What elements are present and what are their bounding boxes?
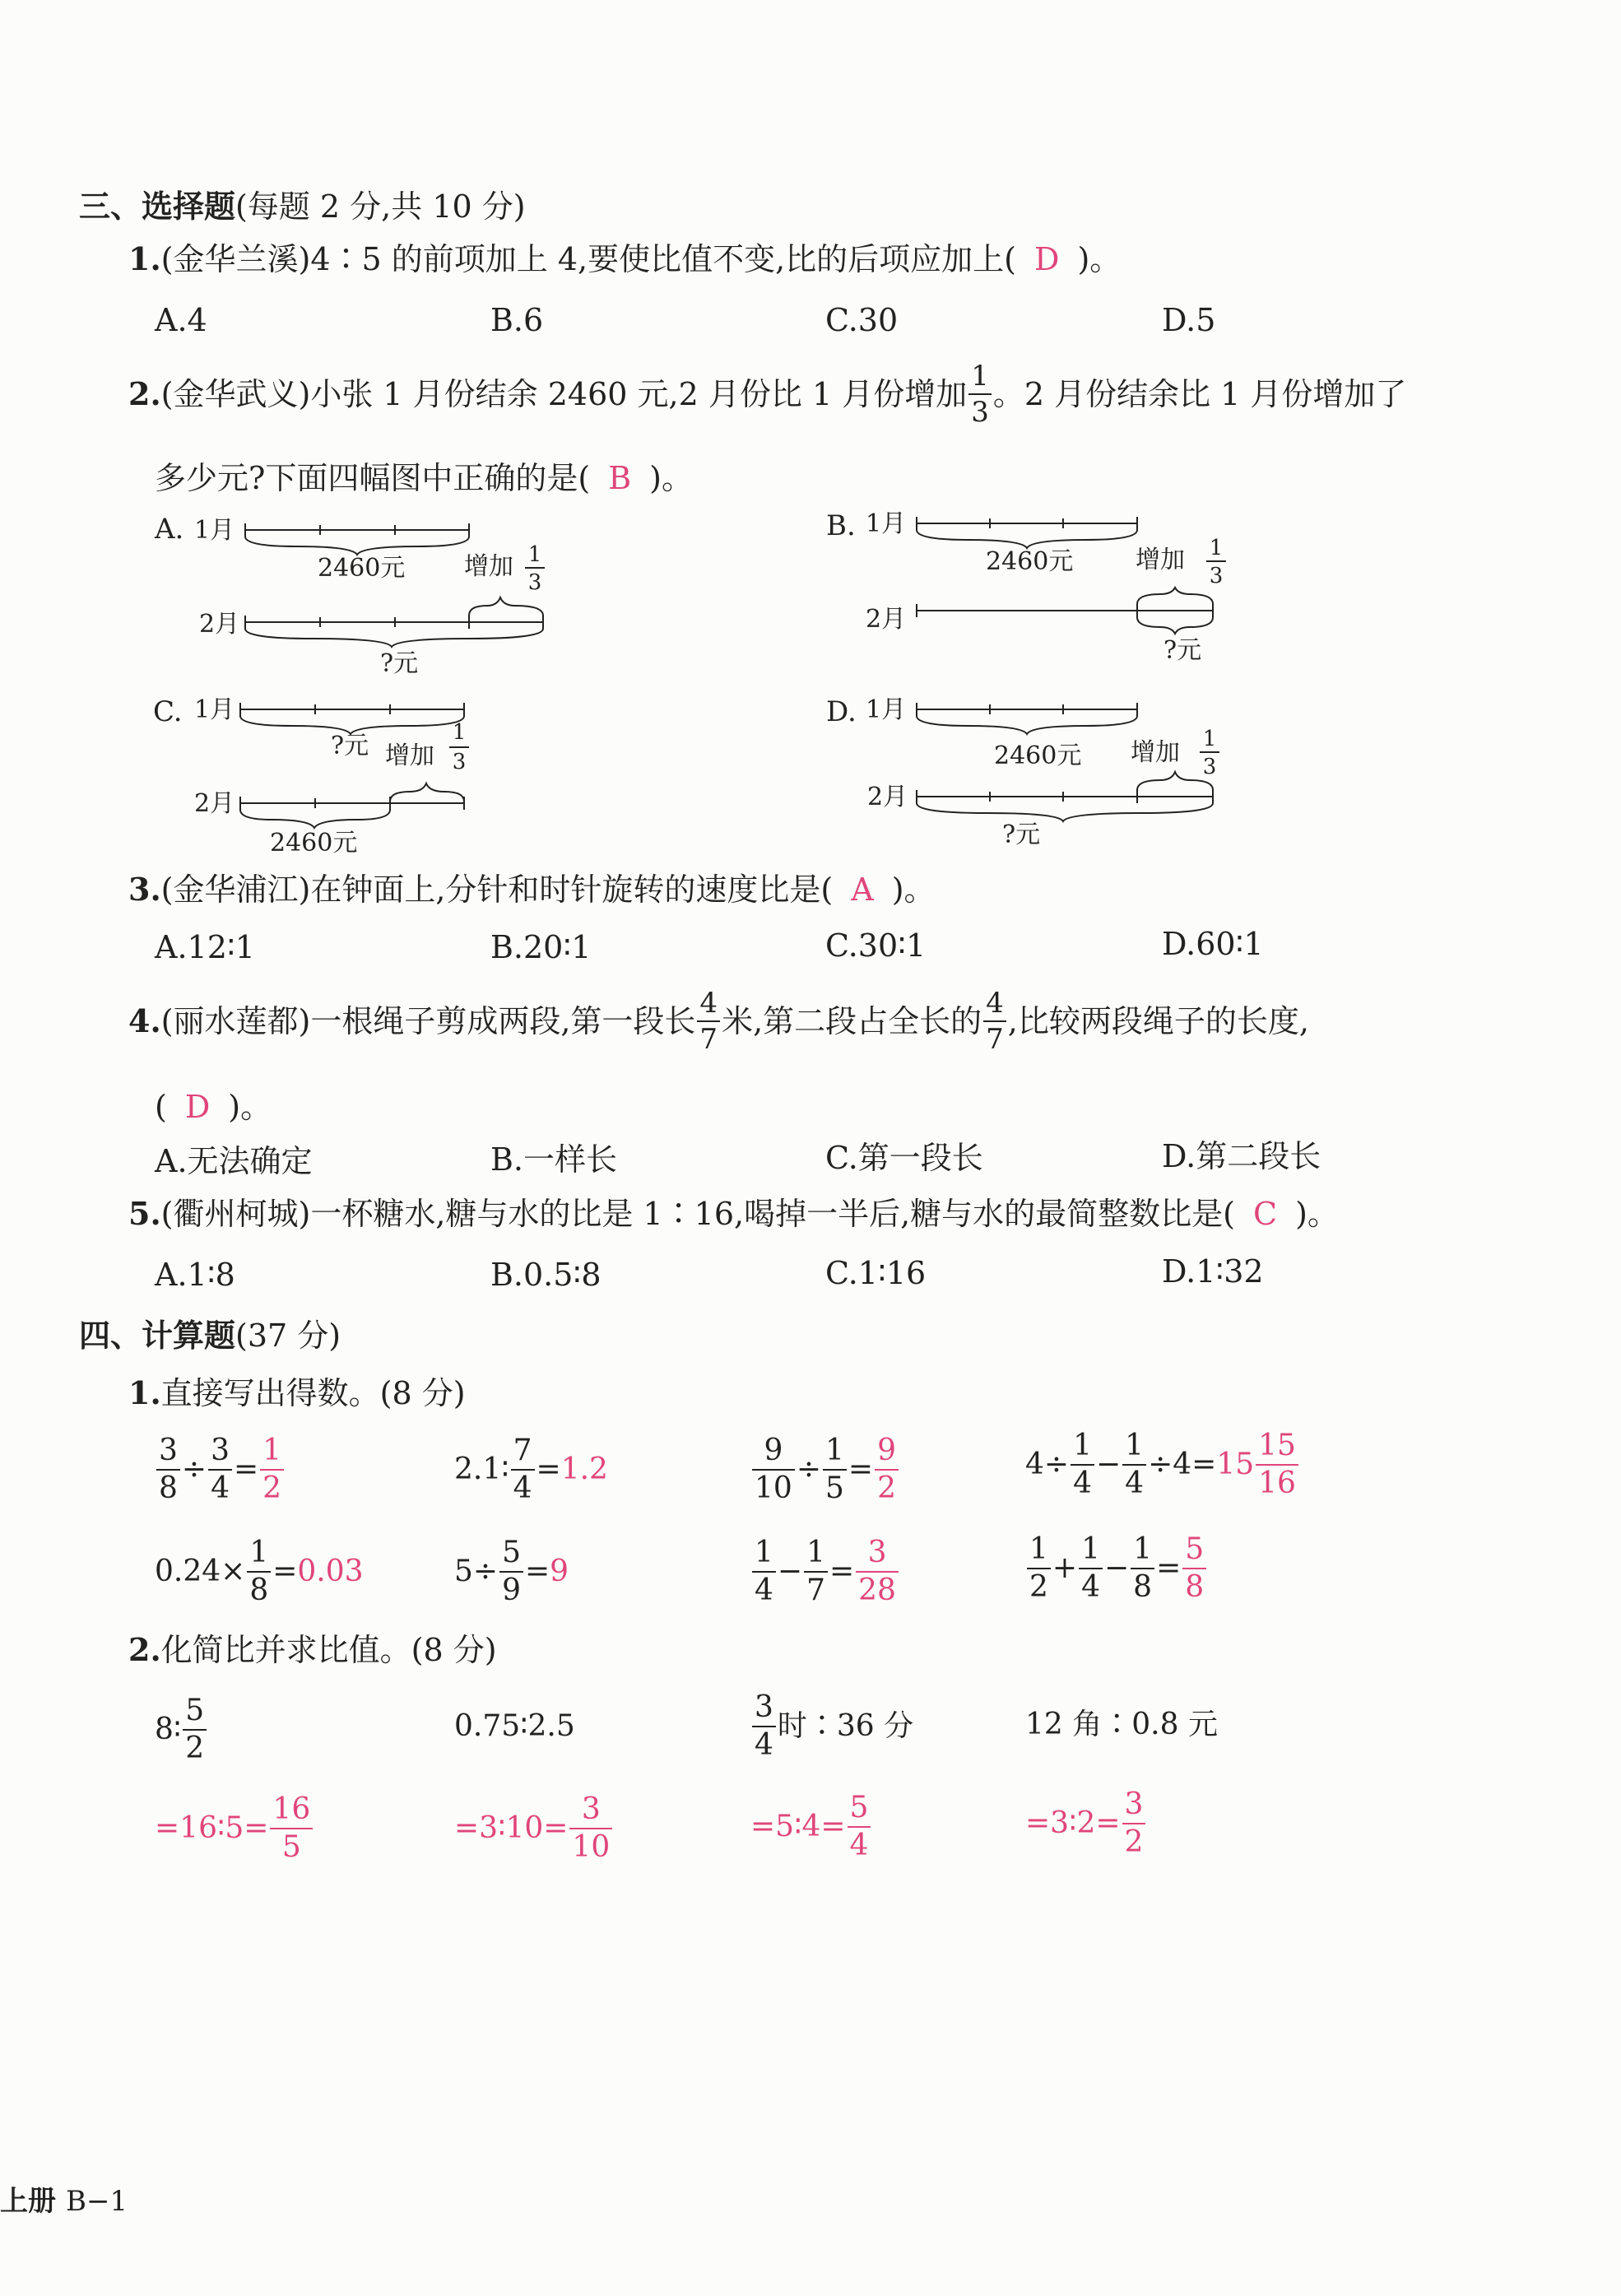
part-number: 2. [128,1631,161,1668]
operand: 5÷ [454,1555,499,1588]
answer-fraction: $\frac{3}{28}$ [856,1538,899,1606]
q3-option-a: A.12∶1 [155,929,255,965]
question-source: (衢州柯城) [160,1196,311,1232]
calc-2 [454,1429,608,1511]
answer-ratio: =5∶4= [750,1810,846,1843]
question-text-cont: 。2 月份结余比 1 月份增加了 [992,376,1407,412]
answer: 1.2 [560,1452,608,1486]
fraction: $\frac{4}{7}$ [697,989,720,1053]
answer-fraction: $\frac{16}{5}$ [270,1795,313,1862]
q3-option-b: B.20∶1 [490,929,592,965]
month-2-label: 2月 [194,789,235,818]
value-1-label: ?元 [331,732,369,760]
month-1-label: 1月 [194,695,235,724]
calc-7 [750,1531,900,1613]
answer-ratio: =3∶2= [1025,1806,1121,1840]
question-text: 多少元?下面四幅图中正确的是( [155,460,591,496]
fraction-numerator: 1 [452,720,467,745]
answer-ratio: =16∶5= [155,1811,269,1845]
part-title-text: 化简比并求比值。(8 分) [160,1632,497,1668]
calc-5 [155,1531,364,1613]
question-source: (金华浦江) [160,871,311,908]
q5-option-b: B.0.5∶8 [490,1257,601,1293]
part-title-text: 直接写出得数。(8 分) [160,1375,466,1411]
month-1-label: 1月 [866,509,907,538]
increase-label: 增加 [1131,738,1180,767]
question-end: )。 [649,460,693,496]
equals: = [829,1555,855,1588]
ratio-rest: 时∶36 分 [777,1709,914,1743]
diagram-label: D. [826,695,857,728]
fraction: $\frac{1}{4}$ [1079,1535,1103,1602]
section-note: (37 分) [235,1318,341,1354]
section-three-heading [79,188,526,225]
month-1-label: 1月 [866,695,907,724]
question-end: )。 [228,1089,272,1125]
value-2-label: ?元 [1002,820,1041,849]
month-2-label: 2月 [867,783,908,811]
q1-option-b: B.6 [490,302,544,338]
part-1-title [128,1374,466,1411]
operator: ÷ [181,1452,207,1486]
fraction: $\frac{3}{8}$ [156,1436,180,1504]
increase-label: 增加 [1136,546,1185,574]
value-2-label: ?元 [380,649,419,678]
fraction-numerator: 1 [1202,727,1217,751]
q1-option-d: D.5 [1162,302,1216,338]
operator: ÷4 [1148,1448,1192,1481]
fraction: $\frac{5}{9}$ [499,1538,523,1606]
question-source: (金华武义) [160,376,311,412]
question-4 [128,984,1309,1058]
value-1-label: 2460元 [986,547,1074,576]
fraction: $\frac{1}{4}$ [1122,1431,1146,1499]
operand: 0.24× [155,1555,246,1588]
fraction: $\frac{7}{4}$ [511,1436,535,1504]
fraction: $\frac{9}{10}$ [752,1436,795,1504]
q5-option-c: C.1∶16 [825,1255,927,1291]
part-number: 1. [128,1374,161,1411]
answer-fraction: $\frac{3}{2}$ [1122,1790,1146,1857]
answer-whole: 15 [1216,1448,1255,1481]
question-source: (金华兰溪) [160,241,311,277]
section-four-heading [79,1317,341,1354]
answer: 0.03 [297,1555,364,1588]
question-end: )。 [891,871,936,908]
diagram-label: A. [155,513,184,546]
answer-fraction: $\frac{1}{2}$ [260,1436,284,1504]
value-1-label: 2460元 [994,741,1082,770]
simplify-1-answer [155,1787,314,1870]
calc-1 [155,1429,286,1511]
fraction: $\frac{5}{2}$ [183,1696,207,1764]
q4-option-c: C.第一段长 [825,1140,983,1176]
question-text-cont: 米,第二段占全长的 [722,1003,982,1039]
increase-label: 增加 [385,741,434,770]
question-number: 5. [128,1195,161,1232]
answer-mark: C [1253,1196,1278,1232]
operand: 4÷ [1025,1448,1070,1481]
question-text: 小张 1 月份结余 2460 元,2 月份比 1 月份增加 [310,376,968,412]
q4-option-a: A.无法确定 [155,1143,313,1179]
fraction: $\frac{1}{2}$ [1027,1535,1051,1602]
month-2-label: 2月 [199,610,240,639]
question-text: 一根绳子剪成两段,第一段长 [310,1003,696,1039]
question-4-line2 [155,1089,272,1125]
fraction-numerator: 1 [527,542,542,567]
month-1-label: 1月 [194,516,235,545]
question-end: )。 [1077,241,1122,277]
q3-option-c: C.30∶1 [825,927,927,964]
simplify-4-answer [1025,1782,1147,1865]
equals: = [1191,1448,1217,1481]
fraction: $\frac{1}{8}$ [1131,1535,1154,1602]
answer-ratio: =3∶10= [454,1811,569,1845]
equals: = [524,1555,550,1588]
fraction: $\frac{1}{3}$ [968,362,992,426]
answer-mark: D [184,1089,211,1125]
diagram-a [148,510,576,683]
calc-8 [1025,1527,1208,1610]
q4-option-d: D.第二段长 [1162,1138,1321,1174]
value-1-label: 2460元 [318,554,406,583]
fraction-denominator: 3 [527,570,542,595]
question-number: 1. [128,240,161,277]
answer-mark: D [1034,241,1060,277]
section-note: (每题 2 分,共 10 分) [235,188,526,225]
section-title: 三、选择题 [79,188,236,225]
q5-option-d: D.1∶32 [1162,1253,1264,1290]
question-2 [128,357,1406,431]
question-text: 4∶5 的前项加上 4,要使比值不变,比的后项应加上( [310,241,1017,277]
fraction: $\frac{1}{8}$ [247,1538,271,1606]
question-3 [128,871,936,908]
answer-fraction: $\frac{5}{4}$ [848,1793,871,1861]
section-title: 四、计算题 [79,1317,236,1354]
q1-option-a: A.4 [155,302,207,338]
question-text: 一杯糖水,糖与水的比是 1∶16,喝掉一半后,糖与水的最简整数比是( [310,1196,1236,1232]
diagram-c [148,688,494,861]
answer-fraction: $\frac{9}{2}$ [875,1436,899,1504]
simplify-3 [750,1685,913,1768]
q5-option-a: A.1∶8 [155,1257,235,1293]
equals: = [233,1452,259,1486]
q1-option-c: C.30 [825,302,899,338]
question-text: 在钟面上,分针和时针旋转的速度比是( [310,871,834,908]
equals: = [848,1452,874,1486]
q3-option-d: D.60∶1 [1162,926,1264,962]
fraction: $\frac{3}{4}$ [752,1693,776,1760]
fraction: $\frac{1}{7}$ [804,1538,828,1606]
answer-mark: A [851,871,874,908]
operand: 8∶ [155,1713,182,1746]
increase-label: 增加 [464,552,513,581]
fraction: $\frac{4}{7}$ [983,989,1006,1053]
diagram-d [815,685,1242,858]
answer-fraction: $\frac{5}{8}$ [1182,1535,1206,1602]
answer-mark: B [608,460,632,496]
question-2-line2 [155,462,693,494]
question-1 [128,240,1122,277]
value-2-label: ?元 [1163,636,1202,665]
answer-fraction: $\frac{15}{16}$ [1256,1431,1298,1499]
fraction: $\frac{3}{4}$ [208,1436,232,1504]
diagram-label: C. [153,695,183,728]
page-footer [0,2185,128,2218]
calc-6 [454,1531,569,1613]
operator: − [1103,1551,1130,1585]
diagram-label: B. [826,509,856,542]
question-number: 2. [128,375,161,412]
equals: = [536,1452,561,1486]
question-text-end: ,比较两段绳子的长度, [1007,1003,1309,1039]
diagram-b [815,507,1242,672]
simplify-4: 12 角∶0.8 元 [1025,1708,1218,1741]
fraction: $\frac{1}{4}$ [1071,1431,1094,1499]
calc-4 [1025,1424,1300,1506]
question-number: 4. [128,1002,161,1039]
operator: − [1095,1448,1122,1481]
fraction-denominator: 3 [452,750,467,774]
q4-option-b: B.一样长 [490,1141,618,1178]
question-5 [128,1195,1339,1232]
question-source: (丽水莲都) [160,1003,311,1039]
fraction: $\frac{1}{4}$ [752,1538,776,1606]
answer: 9 [550,1555,569,1588]
question-end: )。 [1295,1196,1339,1232]
simplify-3-answer [750,1786,872,1868]
operator: − [777,1555,803,1588]
simplify-2-answer [454,1787,614,1870]
part-2-title [128,1631,497,1668]
calc-3 [750,1429,900,1511]
operator: + [1052,1551,1078,1585]
fraction-denominator: 3 [1209,564,1224,588]
operator: ÷ [796,1452,821,1486]
month-2-label: 2月 [866,605,907,634]
fraction-numerator: 1 [1209,536,1224,560]
simplify-2: 0.75∶2.5 [454,1709,575,1743]
value-2-label: 2460元 [270,829,358,858]
simplify-1 [155,1689,208,1771]
equals: = [272,1555,298,1588]
footer-book: 上册 [0,2185,56,2218]
operand: 2.1∶ [454,1452,509,1486]
answer-fraction: $\frac{3}{10}$ [569,1795,612,1862]
fraction: $\frac{1}{5}$ [823,1436,847,1504]
paren-open: ( [155,1089,167,1125]
footer-page-code: B−1 [66,2185,128,2218]
equals: = [1156,1551,1182,1585]
question-number: 3. [128,871,161,908]
fraction-denominator: 3 [1202,755,1217,779]
